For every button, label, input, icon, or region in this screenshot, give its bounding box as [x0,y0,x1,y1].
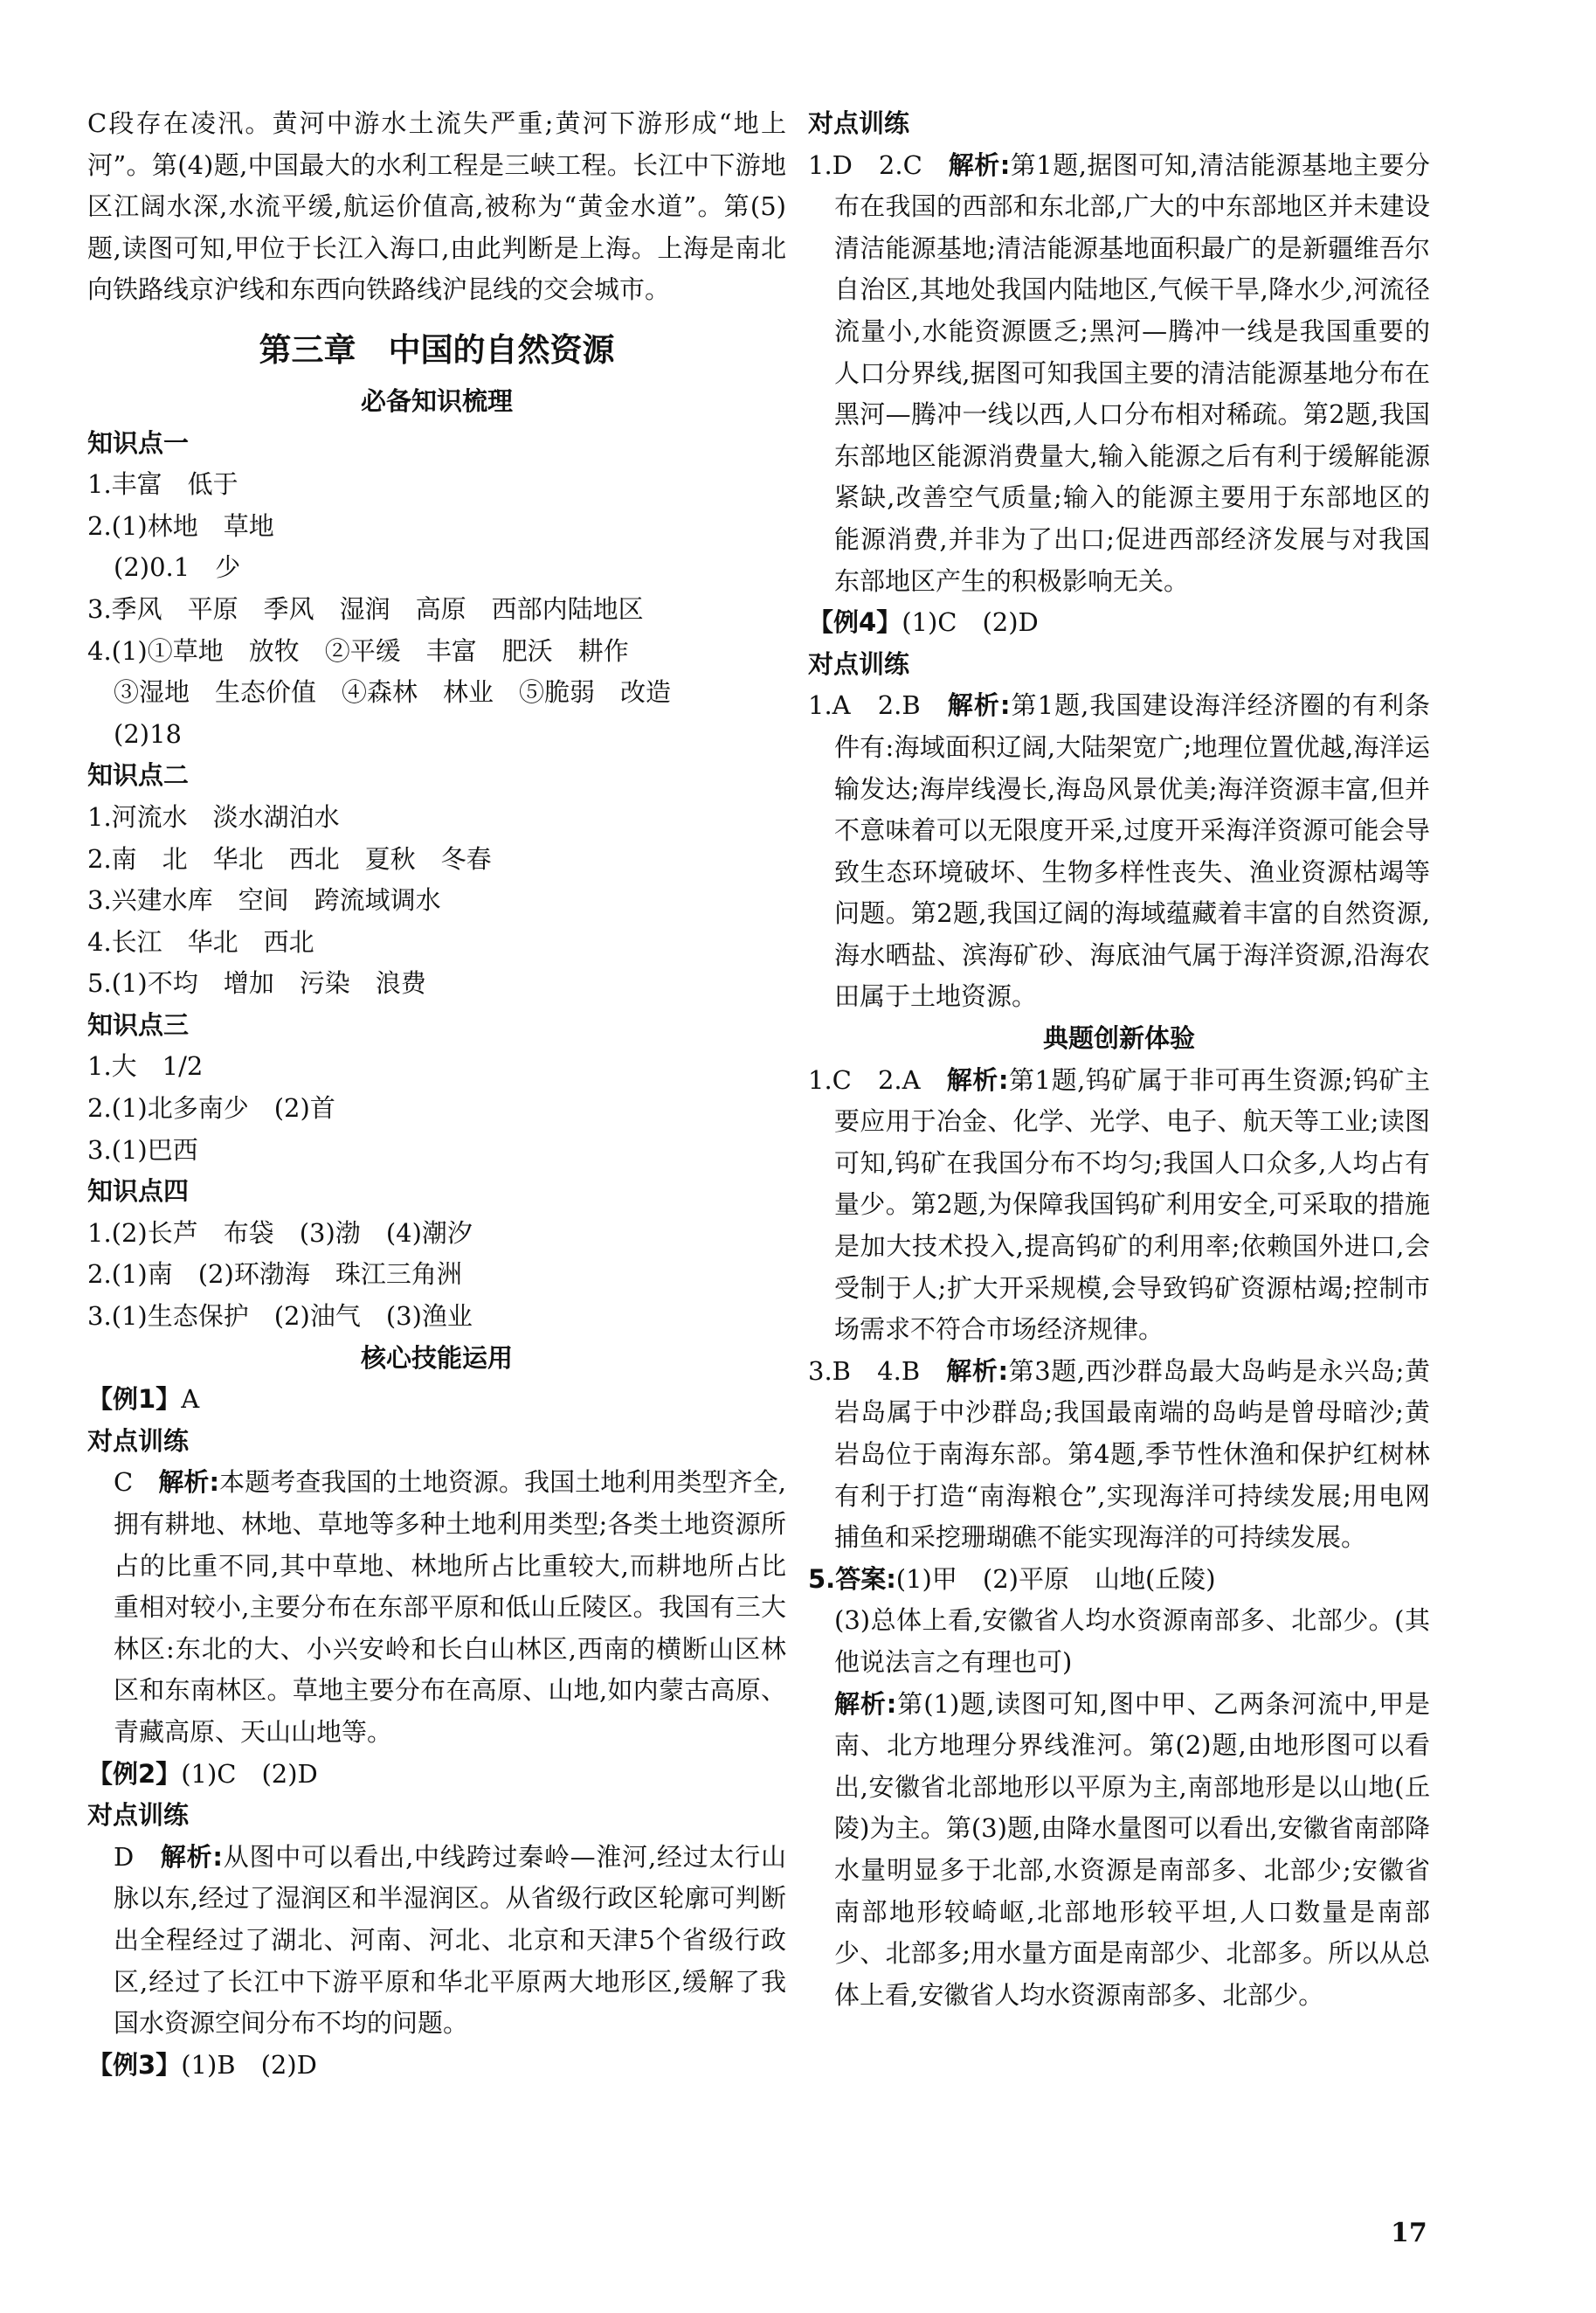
analysis-text: 本题考查我国的土地资源。我国土地利用类型齐全,拥有耕地、林地、草地等多种土地利用类型;各类土地资源所占的比重不同,其中草地、林地所占比重较大,而耕地所占比重相对较小,主要分布在东部平原和低山丘陵区。我国有三大林区:东北的大、小兴安岭和长白山林区,西南的横断山区林区和东南林区。草地主要分布在高原、山地,如内蒙古高原、青藏高原、天山山地等。 [114,1467,786,1747]
answer-label: 5.答案: [808,1563,896,1594]
knowledge-point-3-title: 知识点三 [87,1009,190,1040]
example-3 [87,2045,786,2087]
answer-line: 1.丰富 低于 [87,469,238,500]
training-title: 对点训练 [87,1425,190,1456]
example-label: 【例4】 [808,607,902,638]
left-column [87,103,786,2086]
section-title-innovation: 典题创新体验 [1042,1023,1195,1054]
page-number: 17 [1391,2218,1427,2248]
answer-line: 1.河流水 淡水湖泊水 [87,801,340,832]
training-1-analysis [87,1462,786,1753]
example-answer: (1)B (2)D [181,2049,317,2080]
example-2 [87,1754,786,1796]
training-2-analysis [87,1837,786,2045]
knowledge-point-4-title: 知识点四 [87,1176,190,1207]
answer-line: 2.(1)林地 草地 [87,510,274,541]
right-column [808,103,1430,2016]
training-title: 对点训练 [87,1800,190,1831]
analysis-label: 解析: [948,149,1011,180]
training-answer: D [114,1841,161,1872]
example-label: 【例1】 [87,1384,182,1415]
answer-line: 3.(1)生态保护 (2)油气 (3)渔业 [87,1301,473,1332]
answer-line: (2)18 [114,718,182,749]
question-answer: 3.B 4.B [808,1355,947,1386]
example-answer: A [181,1384,200,1415]
intro-paragraph: C段存在凌汛。黄河中游水土流失严重;黄河下游形成“地上河”。第(4)题,中国最大的水利工程是三峡工程。长江中下游地区江阔水深,水流平缓,航运价值高,被称为“黄金水道”。第(5)题,读图可知,甲位于长江入海口,由此判断是上海。上海是南北向铁路线京沪线和东西向铁路线沪昆线的交会城市。 [87,108,786,305]
knowledge-point-1-title: 知识点一 [87,427,190,458]
analysis-text: 第(1)题,读图可知,图中甲、乙两条河流中,甲是南、北方地理分界线淮河。第(2)题,由地形图可以看出,安徽省北部地形以平原为主,南部地形是以山地(丘陵)为主。第(3)题,由降水量图可以看出,安徽省南部降水量明显多于北部,水资源是南部多、北部少;安徽省南部地形较崎岖,北部地形较平坦,人口数量是南部少、北部多;用水量方面是南部少、北部多。所以从总体上看,安徽省人均水资源南部多、北部少。 [834,1688,1430,2010]
answer-line: 3.兴建水库 空间 跨流域调水 [87,885,441,916]
answer-line: 2.南 北 华北 西北 夏秋 冬春 [87,843,492,874]
analysis-text: 第1题,钨矿属于非可再生资源;钨矿主要应用于冶金、化学、光学、电子、航天等工业;读图可知,钨矿在我国分布不均匀;我国人口众多,人均占有量少。第2题,为保障我国钨矿利用安全,可采取的措施是加大技术投入,提高钨矿的利用率;依赖国外进口,会受制于人;扩大开采规模,会导致钨矿资源枯竭;控制市场需求不符合市场经济规律。 [834,1064,1430,1345]
training-title: 对点训练 [808,648,910,679]
training-answer: C [114,1467,159,1498]
example-4 [808,602,1430,644]
answer-text: (1)甲 (2)平原 山地(丘陵) [895,1563,1216,1594]
training-answer: 1.D 2.C [808,149,949,180]
section-title-skills: 核心技能运用 [360,1342,513,1373]
question-1-2-analysis [808,1060,1430,1351]
analysis-text: 第3题,西沙群岛最大岛屿是永兴岛;黄岩岛属于中沙群岛;我国最南端的岛屿是曾母暗沙;黄岩岛位于南海东部。第4题,季节性休渔和保护红树林有利于打造“南海粮仓”,实现海洋可持续发展;用电网捕鱼和采挖珊瑚礁不能实现海洋的可持续发展。 [834,1355,1430,1553]
training-title: 对点训练 [808,108,910,138]
chapter-title: 第三章 中国的自然资源 [259,330,615,369]
analysis-label: 解析: [947,690,1011,721]
answer-line: 4.长江 华北 西北 [87,926,314,957]
training-3-analysis [808,145,1430,603]
analysis-text: 第1题,据图可知,清洁能源基地主要分布在我国的西部和东北部,广大的中东部地区并未建设清洁能源基地;清洁能源基地面积最广的是新疆维吾尔自治区,其地处我国内陆地区,气候干旱,降水少,河流径流量小,水能资源匮乏;黑河—腾冲一线是我国重要的人口分界线,据图可知我国主要的清洁能源基地分布在黑河—腾冲一线以西,人口分布相对稀疏。第2题,我国东部地区能源消费量大,输入能源之后有利于缓解能源紧缺,改善空气质量;输入的能源主要用于东部地区的能源消费,并非为了出口;促进西部经济发展与对我国东部地区产生的积极影响无关。 [834,149,1430,596]
analysis-label: 解析: [946,1064,1009,1095]
analysis-text: 第1题,我国建设海洋经济圈的有利条件有:海域面积辽阔,大陆架宽广;地理位置优越,海洋运输发达;海岸线漫长,海岛风景优美;海洋资源丰富,但并不意味着可以无限度开采,过度开采海洋资源可能会导致生态环境破坏、生物多样性丧失、渔业资源枯竭等问题。第2题,我国辽阔的海域蕴藏着丰富的自然资源,海水晒盐、滨海矿砂、海底油气属于海洋资源,沿海农田属于土地资源。 [834,690,1431,1012]
question-5-answer-3: (3)总体上看,安徽省人均水资源南部多、北部少。(其他说法言之有理也可) [834,1605,1430,1677]
answer-line: 2.(1)南 (2)环渤海 珠江三角洲 [87,1259,462,1290]
answer-line: 1.(2)长芦 布袋 (3)渤 (4)潮汐 [87,1217,473,1248]
section-title-basics: 必备知识梳理 [360,385,513,416]
knowledge-point-2-title: 知识点二 [87,760,190,791]
example-1 [87,1379,786,1421]
analysis-label: 解析: [834,1688,897,1719]
answer-line: 1.大 1/2 [87,1051,204,1082]
question-answer: 1.C 2.A [808,1064,947,1095]
answer-line: (2)0.1 少 [114,552,241,583]
analysis-label: 解析: [946,1355,1009,1386]
training-answer: 1.A 2.B [808,690,948,721]
answer-line: 4.(1)①草地 放牧 ②平缓 丰富 肥沃 耕作 [87,635,629,666]
analysis-label: 解析: [158,1467,220,1498]
answer-line: 5.(1)不均 增加 污染 浪费 [87,968,426,999]
training-4-analysis [808,685,1430,1018]
example-answer: (1)C (2)D [181,1758,318,1789]
analysis-label: 解析: [160,1841,223,1872]
answer-line: ③湿地 生态价值 ④森林 林业 ⑤脆弱 改造 [114,677,672,708]
example-label: 【例3】 [87,2049,182,2080]
analysis-text: 从图中可以看出,中线跨过秦岭—淮河,经过太行山脉以东,经过了湿润区和半湿润区。从省级行政区轮廓可判断出全程经过了湖北、河南、河北、北京和天津5个省级行政区,经过了长江中下游平原和华北平原两大地形区,缓解了我国水资源空间分布不均的问题。 [114,1841,786,2039]
question-3-4-analysis [808,1351,1430,1559]
answer-line: 3.季风 平原 季风 湿润 高原 西部内陆地区 [87,593,644,624]
example-label: 【例2】 [87,1758,182,1789]
answer-line: 2.(1)北多南少 (2)首 [87,1093,335,1124]
question-5-answer [808,1559,1430,1601]
example-answer: (1)C (2)D [902,607,1039,638]
answer-line: 3.(1)巴西 [87,1134,198,1165]
question-5-analysis [808,1684,1430,2017]
